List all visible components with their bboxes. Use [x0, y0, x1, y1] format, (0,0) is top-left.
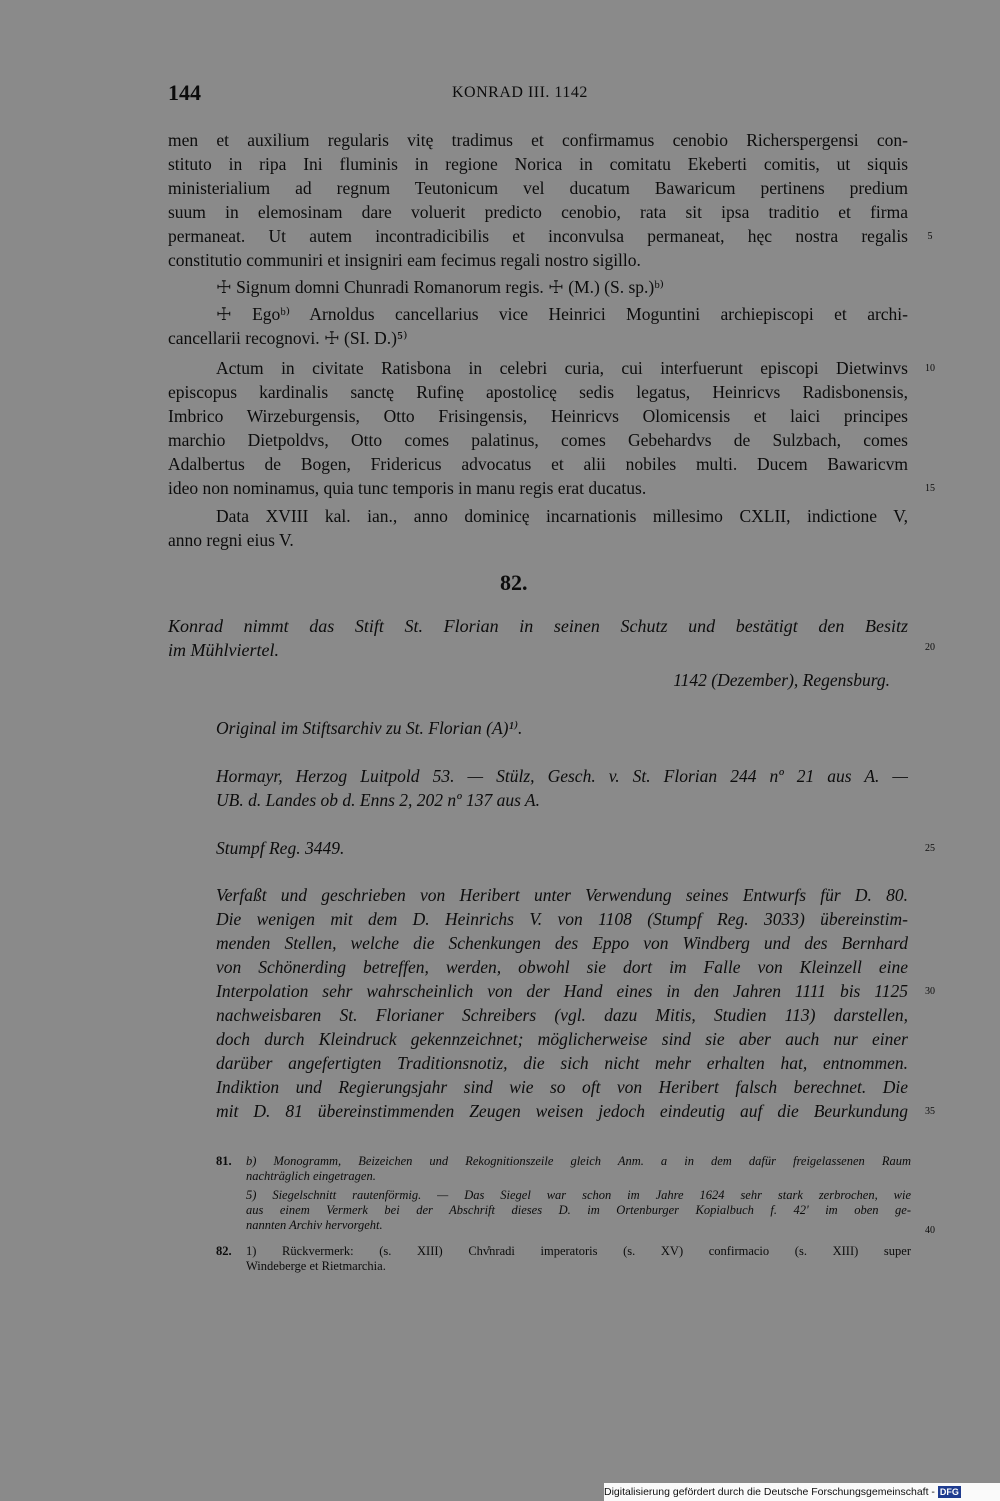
actum-line: Imbrico Wirzeburgensis, Otto Frisingensis, Heinricvs Olomicensis et laici principes — [168, 406, 908, 426]
regest-line: Konrad nimmt das Stift St. Florian in seinen Schutz und bestätigt den Besitz — [168, 616, 908, 636]
text-line: stituto in ripa Ini fluminis in regione Norica in comitatu Ekeberti comitis, ut siquis — [168, 154, 908, 174]
regesta-note: Stumpf Reg. 3449. — [216, 838, 345, 858]
line-number: 40 — [925, 1225, 935, 1236]
data-line: anno regni eius V. — [168, 530, 294, 550]
recognition-line: ☩ Egoᵇ⁾ Arnoldus cancellarius vice Heinrici Moguntini archiepiscopi et archi- — [216, 304, 908, 324]
commentary-line: Verfaßt und geschrieben von Heribert unter Verwendung seines Entwurfs für D. 80. — [216, 885, 908, 905]
editions-line: UB. d. Landes ob d. Enns 2, 202 nº 137 aus A. — [216, 790, 540, 810]
recognition-line: cancellarii recognovi. ☩ (SI. D.)⁵⁾ — [168, 328, 408, 348]
line-number: 5 — [927, 231, 933, 242]
actum-line: Actum in civitate Ratisbona in celebri curia, cui interfuerunt episcopi Dietwinvs — [216, 358, 908, 378]
footnote-number: 82. — [216, 1244, 232, 1258]
signum-line: ☩ Signum domni Chunradi Romanorum regis. ☩ (M.) (S. sp.)ᵇ⁾ — [216, 277, 664, 297]
line-number: 30 — [925, 986, 935, 997]
text-line: suum in elemosinam dare voluerit predicto cenobio, rata sit ipsa traditio et firma — [168, 202, 908, 222]
footnote-line: b) Monogramm, Beizeichen und Rekognitionszeile gleich Anm. a in dem dafür freigelassenen Raum — [246, 1154, 911, 1168]
footnote-line: nachträglich eingetragen. — [246, 1169, 376, 1183]
text-line: men et auxilium regularis vitę tradimus et confirmamus cenobio Richerspergensi con- — [168, 130, 908, 150]
commentary-line: nachweisbaren St. Florianer Schreibers (vgl. dazu Mitis, Studien 113) darstellen, — [216, 1005, 908, 1025]
footer-text: Digitalisierung gefördert durch die Deutsche Forschungsgemeinschaft - — [604, 1486, 935, 1498]
line-number: 25 — [925, 843, 935, 854]
data-line: Data XVIII kal. ian., anno dominicę incarnationis millesimo CXLII, indictione V, — [216, 506, 908, 526]
actum-line: episcopus kardinalis sanctę Rufinę apostolicę sedis legatus, Heinricvs Radisbonensis, — [168, 382, 908, 402]
commentary-line: menden Stellen, welche die Schenkungen des Eppo von Windberg und des Bernhard — [216, 933, 908, 953]
editions-line: Hormayr, Herzog Luitpold 53. — Stülz, Gesch. v. St. Florian 244 nº 21 aus A. — — [216, 766, 908, 786]
text-line: constitutio communiri et insigniri eam fecimus regali nostro sigillo. — [168, 250, 641, 270]
text-line: permaneat. Ut autem incontradicibilis et inconvulsa permaneat, hęc nostra regalis — [168, 226, 908, 246]
commentary-line: Die wenigen mit dem D. Heinrichs V. von 1108 (Stumpf Reg. 3033) übereinstim- — [216, 909, 908, 929]
line-number: 35 — [925, 1106, 935, 1117]
footnote-line: Windeberge et Rietmarchia. — [246, 1259, 386, 1273]
date-place: 1142 (Dezember), Regensburg. — [673, 670, 890, 690]
actum-line: ideo non nominamus, quia tunc temporis in manu regis erat ducatus. — [168, 478, 647, 498]
dfg-logo: DFG — [939, 1487, 959, 1498]
commentary-line: Indiktion und Regierungsjahr sind wie so oft von Heribert falsch berechnet. Die — [216, 1077, 908, 1097]
running-title: KONRAD III. 1142 — [452, 84, 588, 101]
footnote-line: 1) Rückvermerk: (s. XIII) Chv̊nradi imperatoris (s. XV) confirmacio (s. XIII) super — [246, 1244, 911, 1258]
commentary-line: Interpolation sehr wahrscheinlich von der Hand eines in den Jahren 1111 bis 1125 — [216, 981, 908, 1001]
commentary-line: mit D. 81 übereinstimmenden Zeugen weisen jedoch eindeutig auf die Beurkundung — [216, 1101, 908, 1121]
line-number: 10 — [925, 363, 935, 374]
footnote-line: 5) Siegelschnitt rautenförmig. — Das Siegel war schon im Jahre 1624 sehr stark zerbrochen, wie — [246, 1188, 911, 1202]
footnote-line: aus einem Vermerk bei der Abschrift dieses D. im Ortenburger Kopialbuch f. 42' im oben ge- — [246, 1203, 911, 1217]
original-note: Original im Stiftsarchiv zu St. Florian (A)¹⁾. — [216, 718, 523, 738]
line-number: 20 — [925, 642, 935, 653]
commentary-line: von Schönerding betreffen, werden, obwohl sie dort im Falle von Kleinzell eine — [216, 957, 908, 977]
regest-line: im Mühlviertel. — [168, 640, 279, 660]
document-number: 82. — [500, 570, 528, 595]
page-number: 144 — [168, 80, 201, 105]
commentary-line: doch durch Kleindruck gekennzeichnet; möglicherweise sind sie aber auch nur einer — [216, 1029, 908, 1049]
commentary-line: darüber angefertigten Traditionsnotiz, die sich nicht mehr erhalten hat, entnommen. — [216, 1053, 908, 1073]
actum-line: marchio Dietpoldvs, Otto comes palatinus, comes Gebehardvs de Sulzbach, comes — [168, 430, 908, 450]
line-number: 15 — [925, 483, 935, 494]
footnote-line: nannten Archiv hervorgeht. — [246, 1218, 383, 1232]
text-line: ministerialium ad regnum Teutonicum vel ducatum Bawaricum pertinens predium — [168, 178, 908, 198]
digitization-footer — [604, 1483, 1000, 1501]
actum-line: Adalbertus de Bogen, Fridericus advocatus et alii nobiles multi. Ducem Bawaricvm — [168, 454, 908, 474]
footnote-number: 81. — [216, 1154, 232, 1168]
